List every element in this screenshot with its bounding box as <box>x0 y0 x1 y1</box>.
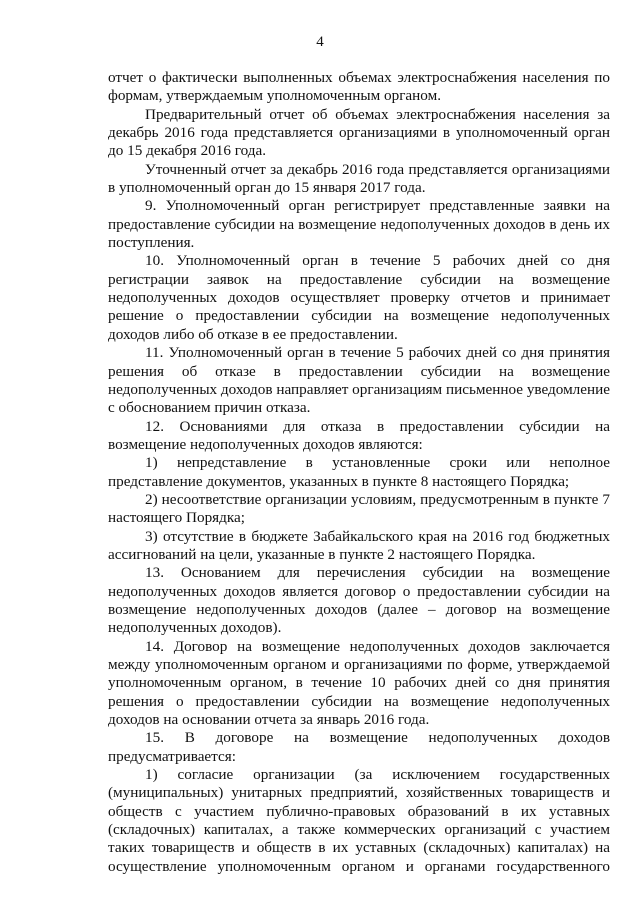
paragraph-item-12-sub-1: 1) непредставление в установленные сроки или неполное представление документов, указанных в пункте 8 настоящего Порядка; <box>108 454 610 490</box>
document-body <box>108 69 610 876</box>
paragraph-item-9: 9. Уполномоченный орган регистрирует представленные заявки на предоставление субсидии на возмещение недополученных доходов в день их поступления. <box>108 197 610 252</box>
paragraph-item-14: 14. Договор на возмещение недополученных доходов заключается между уполномоченным органом и организациями по форме, утверждаемой уполномоченным органом, в течение 10 рабочих дней со дня принятия решения о предоставлении субсидии на возмещение недополученных доходов на основании отчета за январь 2016 года. <box>108 637 610 729</box>
paragraph-item-11: 11. Уполномоченный орган в течение 5 рабочих дней со дня принятия решения об отказе в предоставлении субсидии на возмещение недополученных доходов направляет организациям письменное уведомление с обоснованием причин отказа. <box>108 344 610 417</box>
paragraph-item-13: 13. Основанием для перечисления субсидии на возмещение недополученных доходов является договор о предоставлении субсидии на возмещение недополученных доходов (далее – договор на возмещение недополученных доходов). <box>108 564 610 637</box>
paragraph-item-12-sub-2: 2) несоответствие организации условиям, предусмотренным в пункте 7 настоящего Порядка; <box>108 490 610 527</box>
paragraph-item-15-sub-1: 1) согласие организации (за исключением государственных (муниципальных) унитарных предприятий, хозяйственных товариществ и обществ с участием публично-правовых образований в их уставных (складочных) капиталах, а также коммерческих организаций с участием таких товариществ и обществ в их уставных (складочных) капиталах) на осуществление уполномоченным органом и органами государственного <box>108 766 610 875</box>
paragraph-item-12-sub-3: 3) отсутствие в бюджете Забайкальского края на 2016 год бюджетных ассигнований на цели, указанные в пункте 2 настоящего Порядка. <box>108 527 610 563</box>
paragraph-item-10: 10. Уполномоченный орган в течение 5 рабочих дней со дня регистрации заявок на предоставление субсидии на возмещение недополученных доходов осуществляет проверку отчетов и принимает решение о предоставлении субсидии на возмещение недополученных доходов либо об отказе в ее предоставлении. <box>108 252 610 343</box>
paragraph-refined-report: Уточненный отчет за декабрь 2016 года представляется организациями в уполномоченный орган до 15 января 2017 года. <box>108 160 610 197</box>
paragraph-preliminary-report: Предварительный отчет об объемах электроснабжения населения за декабрь 2016 года представляется организациями в уполномоченный орган до 15 декабря 2016 года. <box>108 105 610 160</box>
paragraph-item-15: 15. В договоре на возмещение недополученных доходов предусматривается: <box>108 729 610 765</box>
paragraph-report-forms: отчет о фактически выполненных объемах электроснабжения населения по формам, утверждаемым уполномоченным органом. <box>108 69 610 105</box>
page-number: 4 <box>316 34 324 50</box>
paragraph-item-12: 12. Основаниями для отказа в предоставлении субсидии на возмещение недополученных доходов являются: <box>108 417 610 453</box>
